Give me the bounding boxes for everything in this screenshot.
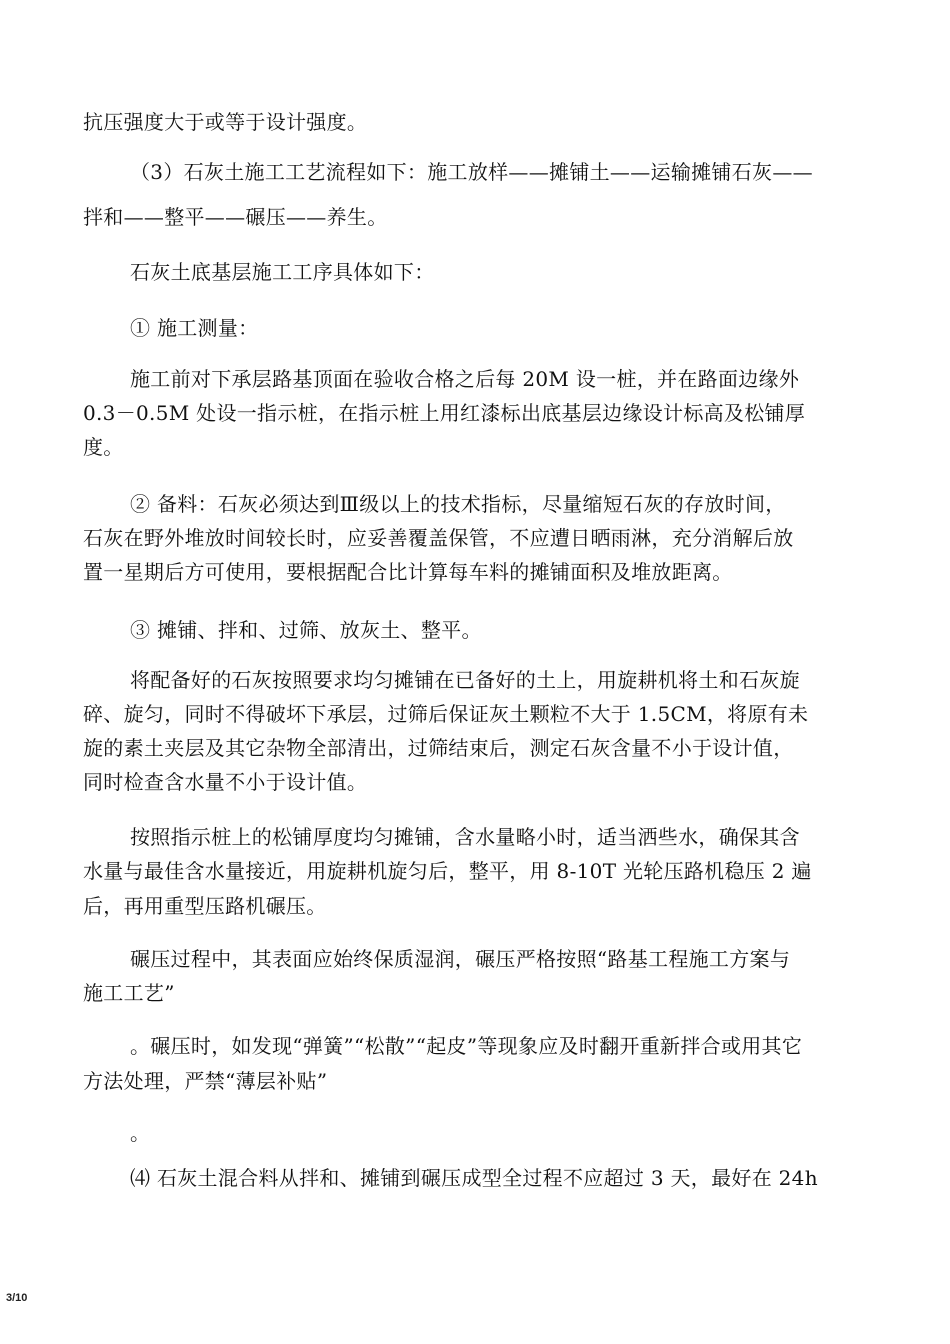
text-line: ③ 摊铺、拌和、过筛、放灰土、整平。 [130, 618, 482, 642]
text-line: ② 备料：石灰必须达到Ⅲ级以上的技术指标，尽量缩短石灰的存放时间， [130, 492, 786, 516]
text-line: 旋的素土夹层及其它杂物全部清出，过筛结束后，测定石灰含量不小于设计值， [83, 736, 794, 760]
text-line: 同时检查含水量不小于设计值。 [83, 770, 368, 794]
text-line: 施工工艺” [83, 981, 175, 1005]
text-line: 置一星期后方可使用，要根据配合比计算每车料的摊铺面积及堆放距离。 [83, 560, 733, 584]
text-line: ⑷ 石灰土混合料从拌和、摊铺到碾压成型全过程不应超过 3 天，最好在 24h [130, 1166, 818, 1190]
text-line: 石灰在野外堆放时间较长时，应妥善覆盖保管，不应遭日晒雨淋，充分消解后放 [83, 526, 794, 550]
text-line: ① 施工测量： [130, 316, 259, 340]
text-line: 拌和——整平——碾压——养生。 [83, 205, 388, 229]
text-line: 抗压强度大于或等于设计强度。 [83, 110, 368, 134]
text-line: 碾压过程中，其表面应始终保质湿润，碾压严格按照“路基工程施工方案与 [130, 947, 791, 971]
text-line: 0.3－0.5M 处设一指示桩，在指示桩上用红漆标出底基层边缘设计标高及松铺厚 [83, 401, 806, 425]
text-line: 水量与最佳含水量接近，用旋耕机旋匀后，整平，用 8-10T 光轮压路机稳压 2 遍 [83, 859, 812, 883]
text-line: 施工前对下承层路基顶面在验收合格之后每 20M 设一桩，并在路面边缘外 [130, 367, 800, 391]
text-line: （3）石灰土施工工艺流程如下：施工放样——摊铺土——运输摊铺石灰—— [130, 160, 813, 184]
text-line: 度。 [83, 435, 124, 459]
text-line: 方法处理，严禁“薄层补贴” [83, 1069, 328, 1093]
text-line: 后，再用重型压路机碾压。 [83, 894, 327, 918]
text-line: 按照指示桩上的松铺厚度均匀摊铺，含水量略小时，适当洒些水，确保其含 [130, 825, 800, 849]
text-line: 碎、旋匀，同时不得破坏下承层，过筛后保证灰土颗粒不大于 1.5CM，将原有未 [83, 702, 809, 726]
text-line: 将配备好的石灰按照要求均匀摊铺在已备好的土上，用旋耕机将土和石灰旋 [130, 668, 800, 692]
page-number: 3/10 [6, 1292, 28, 1304]
text-line: 石灰土底基层施工工序具体如下： [130, 260, 435, 284]
text-line: 。 [130, 1121, 151, 1145]
text-line: 。碾压时，如发现“弹簧”“松散”“起皮”等现象应及时翻开重新拌合或用其它 [130, 1034, 803, 1058]
